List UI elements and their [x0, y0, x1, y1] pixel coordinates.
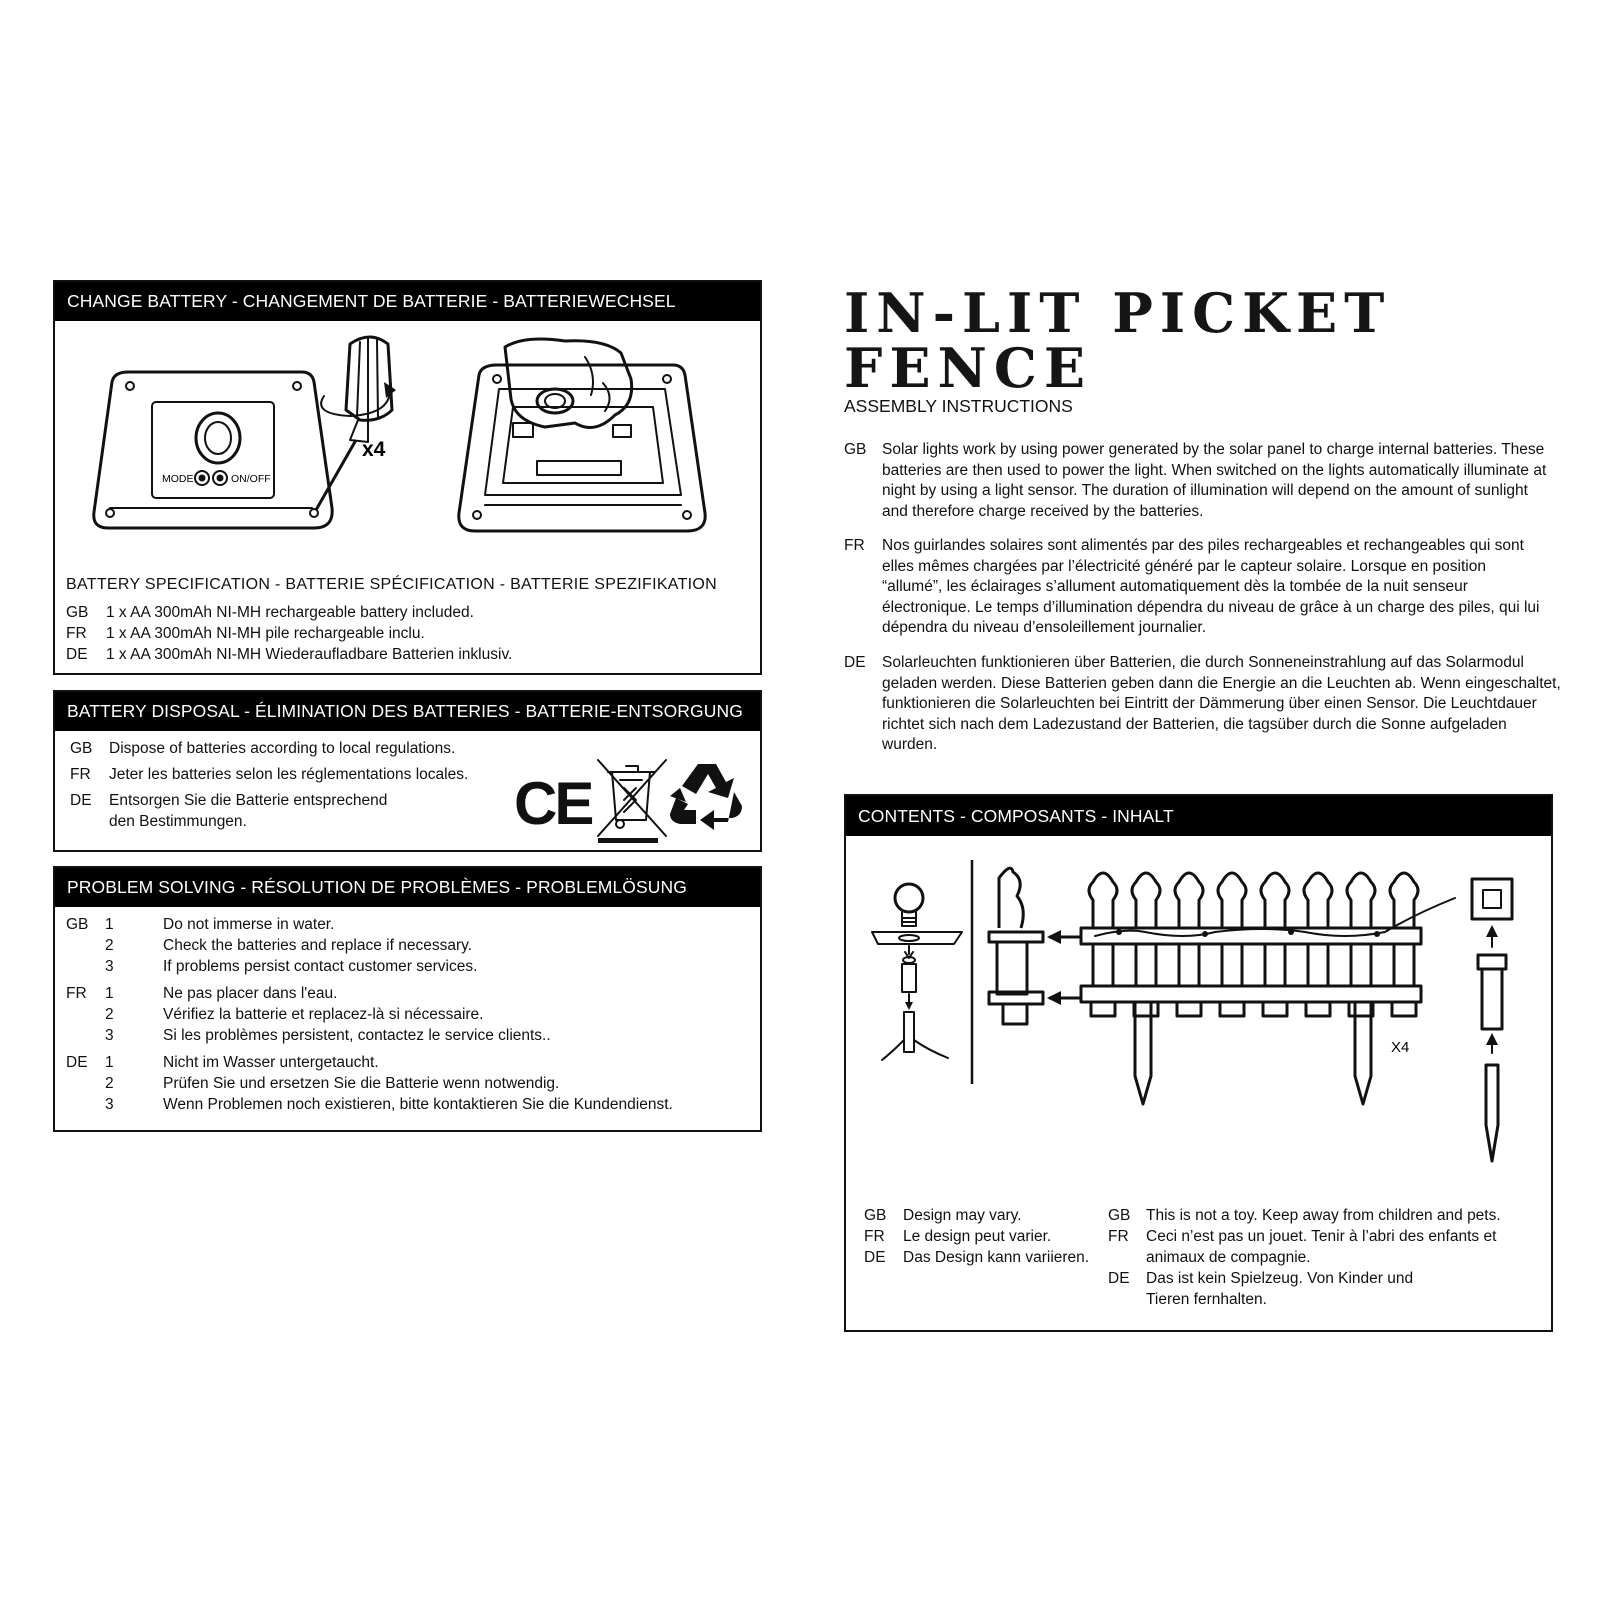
assembly-subtitle: ASSEMBLY INSTRUCTIONS: [844, 396, 1073, 416]
toy-fr-text-2: animaux de compagnie.: [1146, 1249, 1311, 1266]
problem-de-num-2: 2: [105, 1075, 114, 1092]
problem-fr-num-3: 3: [105, 1027, 114, 1044]
problem-gb-step-3: If problems persist contact customer services.: [163, 958, 478, 975]
toy-de-text-1: Das ist kein Spielzeug. Von Kinder und: [1146, 1270, 1414, 1287]
problem-gb-num-2: 2: [105, 937, 114, 954]
toy-gb-code: GB: [1108, 1207, 1131, 1224]
intro-de-code: DE: [844, 654, 866, 671]
problem-fr-code: FR: [66, 985, 87, 1002]
design-de-code: DE: [864, 1249, 886, 1266]
disposal-fr-code: FR: [70, 766, 91, 783]
intro-gb-code: GB: [844, 441, 867, 458]
design-fr-text: Le design peut varier.: [903, 1228, 1052, 1245]
disposal-gb-text: Dispose of batteries according to local regulations.: [109, 740, 456, 757]
problem-gb-code: GB: [66, 916, 89, 933]
disposal-de-text-1: Entsorgen Sie die Batterie entsprechend: [109, 792, 388, 809]
spec-fr-code: FR: [66, 625, 87, 642]
screw-count-label: x4: [362, 438, 386, 461]
crossed-wheelie-bin-icon: [596, 758, 668, 844]
recycle-icon: [668, 758, 744, 834]
problem-de-num-3: 3: [105, 1096, 114, 1113]
design-gb-text: Design may vary.: [903, 1207, 1022, 1224]
mode-label: MODE: [162, 473, 194, 485]
product-title-line1: IN-LIT PICKET: [844, 281, 1392, 345]
fence-count-label: X4: [1391, 1039, 1410, 1056]
battery-disposal-header: BATTERY DISPOSAL - ÉLIMINATION DES BATTERIES - BATTERIE-ENTSORGUNG: [55, 692, 760, 731]
problem-gb-step-1: Do not immerse in water.: [163, 916, 335, 933]
problem-de-code: DE: [66, 1054, 88, 1071]
onoff-label: ON/OFF: [231, 473, 271, 485]
problem-fr-step-1: Ne pas placer dans l'eau.: [163, 985, 338, 1002]
problem-fr-step-2: Vérifiez la batterie et replacez-là si nécessaire.: [163, 1006, 484, 1023]
change-battery-header: CHANGE BATTERY - CHANGEMENT DE BATTERIE - BATTERIEWECHSEL: [55, 282, 760, 321]
disposal-gb-code: GB: [70, 740, 93, 757]
toy-fr-code: FR: [1108, 1228, 1129, 1245]
spec-de-code: DE: [66, 646, 88, 663]
product-title-line2: FENCE: [844, 336, 1092, 400]
problem-fr-step-3: Si les problèmes persistent, contactez le service clients..: [163, 1027, 551, 1044]
spec-de-text: 1 x AA 300mAh NI-MH Wiederaufladbare Batterien inklusiv.: [106, 646, 513, 663]
ce-mark-icon: CE: [514, 770, 592, 837]
problem-de-step-1: Nicht im Wasser untergetaucht.: [163, 1054, 379, 1071]
toy-fr-text-1: Ceci n’est pas un jouet. Tenir à l’abri des enfants et: [1146, 1228, 1497, 1245]
light-assembly-diagram: [872, 880, 972, 1070]
problem-gb-num-3: 3: [105, 958, 114, 975]
disposal-de-text-2: den Bestimmungen.: [109, 813, 247, 830]
design-gb-code: GB: [864, 1207, 887, 1224]
screwdriver-icon: [310, 330, 430, 530]
intro-gb-text: Solar lights work by using power generated by the solar panel to charge internal batteries. These batteries are then used to power the light. When switched on the lights automatically illuminate at night by using a light sensor. The duration of illumination will depend on the amount of sunlight and therefore charge received by the batteries.: [882, 441, 1547, 520]
intro-fr-code: FR: [844, 537, 865, 554]
design-fr-code: FR: [864, 1228, 885, 1245]
problem-de-step-3: Wenn Problemen noch existieren, bitte kontaktieren Sie die Kundendienst.: [163, 1096, 673, 1113]
problem-fr-num-2: 2: [105, 1006, 114, 1023]
problem-de-step-2: Prüfen Sie und ersetzen Sie die Batterie wenn notwendig.: [163, 1075, 560, 1092]
problem-de-num-1: 1: [105, 1054, 114, 1071]
spec-gb-code: GB: [66, 604, 89, 621]
problem-gb-num-1: 1: [105, 916, 114, 933]
picket-fence-diagram: [985, 868, 1445, 1108]
solar-stake-diagram: [1468, 875, 1538, 1165]
spec-gb-text: 1 x AA 300mAh NI-MH rechargeable battery included.: [106, 604, 474, 621]
toy-de-text-2: Tieren fernhalten.: [1146, 1291, 1267, 1308]
battery-spec-title: BATTERY SPECIFICATION - BATTERIE SPÉCIFICATION - BATTERIE SPEZIFIKATION: [66, 576, 718, 593]
spec-fr-text: 1 x AA 300mAh NI-MH pile rechargeable inclu.: [106, 625, 425, 642]
toy-de-code: DE: [1108, 1270, 1130, 1287]
product-title: [844, 281, 1392, 400]
intro-fr-text: Nos guirlandes solaires sont alimentés par des piles rechargeables et rechangeables qui sont elles mêmes chargées par l’électricité généré par le capteur solaire. Lorsque en position “allumé”, les éclairages s’allument automatiquement dès la tombée de la nuit senseur électronique. Le temps d’illumination dépendra du niveau de grâce à un charge des piles, qui lui dépendra du niveau d’ensoleillement journalier.: [882, 537, 1540, 636]
problem-solving-header: PROBLEM SOLVING - RÉSOLUTION DE PROBLÈMES - PROBLEMLÖSUNG: [55, 868, 760, 907]
problem-fr-num-1: 1: [105, 985, 114, 1002]
intro-de-text: Solarleuchten funktionieren über Batterien, die durch Sonneneinstrahlung auf das Solarmodul geladen werden. Diese Batterien geben dann die Energie an die Leuchten ab. Wenn eingeschaltet, funktionieren die Solarleuchten bei Eintritt der Dämmerung über einen Sensor. Die Leuchtdauer richtet sich nach dem Ladezustand der Batterien, die tagsüber durch die Sonne aufgeladen wurden.: [882, 654, 1561, 753]
disposal-fr-text: Jeter les batteries selon les réglementations locales.: [109, 766, 469, 783]
design-de-text: Das Design kann variieren.: [903, 1249, 1090, 1266]
disposal-de-code: DE: [70, 792, 92, 809]
toy-gb-text: This is not a toy. Keep away from children and pets.: [1146, 1207, 1501, 1224]
contents-header: CONTENTS - COMPOSANTS - INHALT: [846, 796, 1551, 836]
problem-gb-step-2: Check the batteries and replace if necessary.: [163, 937, 473, 954]
battery-insert-diagram: [455, 335, 725, 545]
divider-line: [970, 860, 974, 1084]
